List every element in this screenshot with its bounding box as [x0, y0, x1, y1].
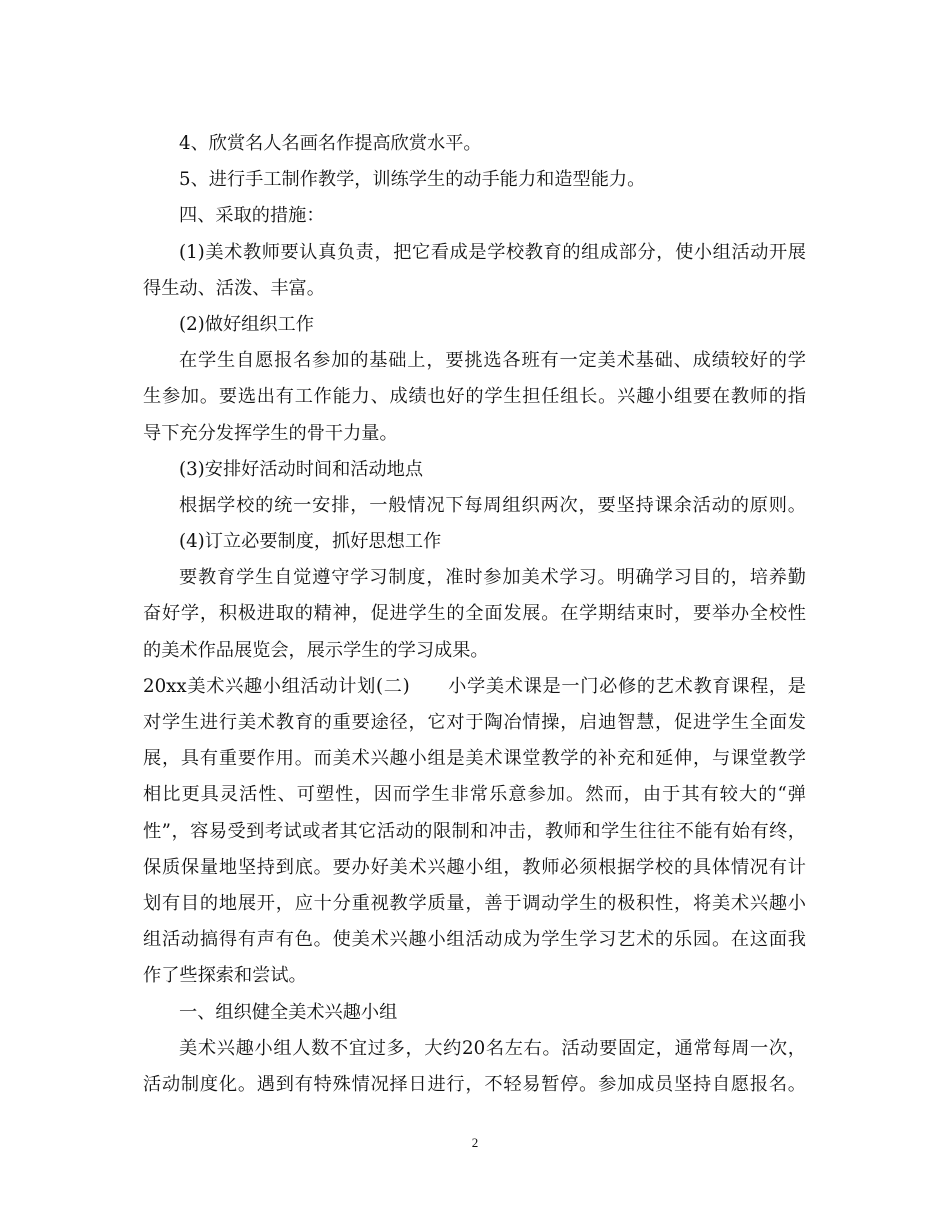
paragraph-line: 奋好学，积极进取的精神，促进学生的全面发展。在学期结束时，要举办全校性: [143, 603, 806, 625]
paragraph-line: 划有目的地展开，应十分重视教学质量，善于调动学生的极积性，将美术兴趣小: [143, 892, 806, 914]
paragraph-line: 根据学校的统一安排，一般情况下每周组织两次，要坚持课余活动的原则。: [179, 494, 806, 516]
plan-title-line: 20xx美术兴趣小组活动计划(二) 小学美术课是一门必修的艺术教育课程，是: [143, 675, 806, 697]
paragraph-line: 保质保量地坚持到底。要办好美术兴趣小组，教师必须根据学校的具体情况有计: [143, 856, 806, 878]
paragraph-line: 导下充分发挥学生的骨干力量。: [143, 422, 398, 444]
paragraph-line: 性”，容易受到考试或者其它活动的限制和冲击，教师和学生往往不能有始有终，: [143, 820, 806, 842]
subsection-heading: (3)安排好活动时间和活动地点: [179, 458, 424, 480]
paragraph-line: 活动制度化。遇到有特殊情况择日进行，不轻易暂停。参加成员坚持自愿报名。: [143, 1073, 806, 1095]
section-heading: 四、采取的措施：: [179, 205, 325, 227]
document-body: [143, 126, 806, 1103]
section-heading: 一、组织健全美术兴趣小组: [179, 1001, 398, 1023]
paragraph-line: 相比更具灵活性、可塑性，因而学生非常乐意参加。然而，由于其有较大的“弹: [143, 784, 806, 806]
subsection-heading: (2)做好组织工作: [179, 313, 314, 335]
paragraph-line: 生参加。要选出有工作能力、成绩也好的学生担任组长。兴趣小组要在教师的指: [143, 386, 806, 408]
paragraph-line: 5、进行手工制作教学，训练学生的动手能力和造型能力。: [179, 169, 646, 191]
paragraph-line: 展，具有重要作用。而美术兴趣小组是美术课堂教学的补充和延伸，与课堂教学: [143, 748, 806, 770]
paragraph-line: 的美术作品展览会，展示学生的学习成果。: [143, 639, 489, 661]
paragraph-line: (1)美术教师要认真负责，把它看成是学校教育的组成部分，使小组活动开展: [179, 241, 806, 263]
paragraph-line: 要教育学生自觉遵守学习制度，准时参加美术学习。明确学习目的，培养勤: [179, 567, 806, 589]
paragraph-line: 4、欣赏名人名画名作提高欣赏水平。: [179, 133, 482, 154]
paragraph-line: 对学生进行美术教育的重要途径，它对于陶冶情操，启迪智慧，促进学生全面发: [143, 712, 806, 733]
paragraph-line: 在学生自愿报名参加的基础上，要挑选各班有一定美术基础、成绩较好的学: [179, 350, 806, 372]
paragraph-line: 得生动、活泼、丰富。: [143, 277, 325, 299]
paragraph-line: 作了些探索和尝试。: [143, 965, 307, 987]
page-number: 2: [471, 1135, 479, 1150]
subsection-heading: (4)订立必要制度，抓好思想工作: [179, 531, 442, 553]
paragraph-line: 美术兴趣小组人数不宜过多，大约20名左右。活动要固定，通常每周一次，: [179, 1037, 806, 1059]
paragraph-line: 组活动搞得有声有色。使美术兴趣小组活动成为学生学习艺术的乐园。在这面我: [143, 929, 806, 951]
